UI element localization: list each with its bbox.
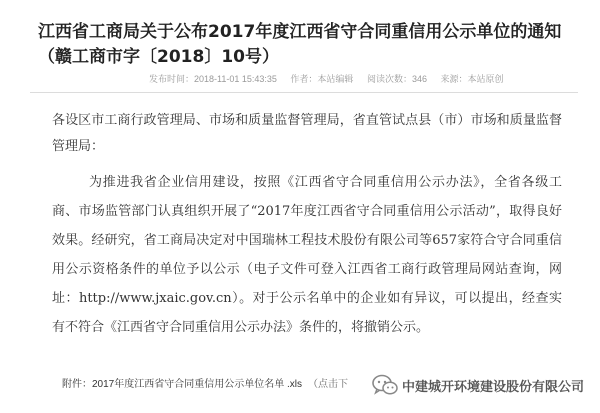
article-title: 江西省工商局关于公布2017年度江西省守合同重信用公示单位的通知（赣工商市字〔2018〕10号） xyxy=(38,22,562,67)
watermark xyxy=(366,372,588,398)
source: 来源：本站原创 xyxy=(440,74,504,84)
title-divider xyxy=(30,92,578,93)
body-paragraph: 为推进我省企业信用建设，按照《江西省守合同重信用公示办法》，全省各级工商、市场监管部门认真组织开展了“2017年度江西省守合同重信用公示活动”，取得良好效果。经研究，省工商局决定对中国瑞林工程技术股份有限公司等657家符合守合同重信用公示资格条件的单位予以公示（电子文件可登入江西省工商行政管理局网站查询，网址：http://www.jxaic.gov.cn）。对于公示名单中的企业如有异议，可以提出，经查实有不符合《江西省守合同重信用公示办法》条件的，将撤销公示。 xyxy=(52,175,562,335)
attachment xyxy=(62,375,348,390)
publish-time: 发布时间：2018-11-01 15:43:35 xyxy=(149,74,277,84)
author: 作者：本站编辑 xyxy=(290,74,354,84)
attachment-label: 附件： xyxy=(62,379,92,390)
attachment-file-link[interactable]: 2017年度江西省守合同重信用公示单位名单 .xls xyxy=(92,379,303,390)
view-count: 阅读次数：346 xyxy=(366,74,427,84)
attachment-download-hint[interactable]: （点击下 xyxy=(308,379,349,390)
watermark-text: 中建城开环境建设股份有限公司 xyxy=(401,379,584,395)
wechat-icon xyxy=(372,374,398,396)
salutation: 各设区市工商行政管理局、市场和质量监督管理局，省直管试点县（市）市场和质量监督管理局： xyxy=(52,113,562,154)
article-meta xyxy=(149,72,504,85)
